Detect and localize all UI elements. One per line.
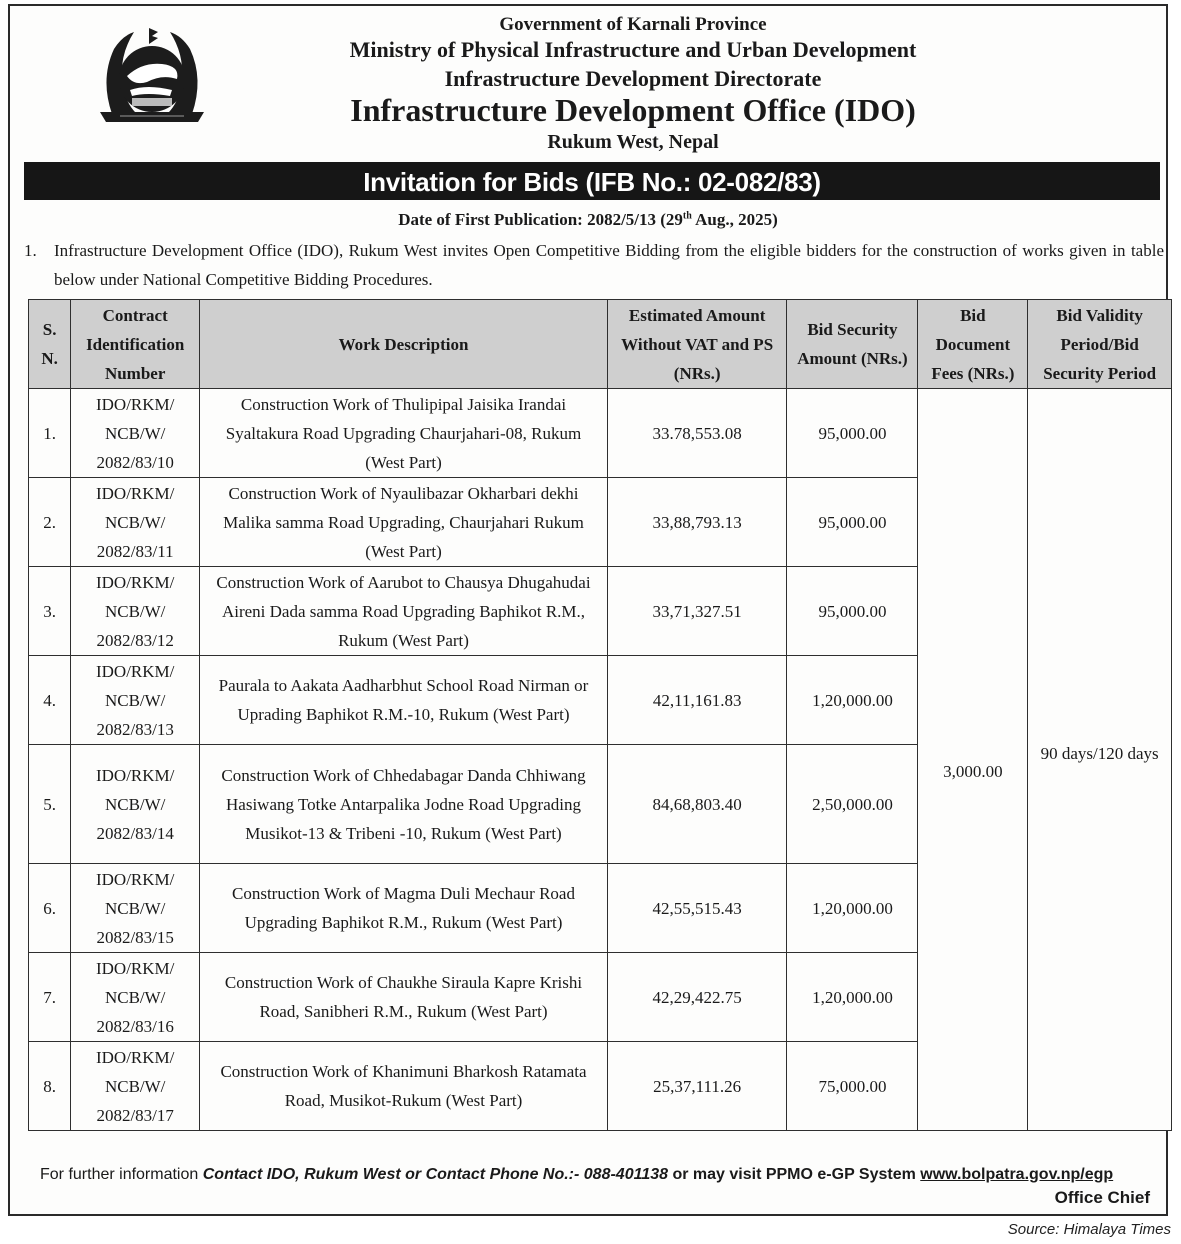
cell-contract-id: IDO/RKM/ NCB/W/ 2082/83/16 (71, 953, 200, 1042)
cell-security: 95,000.00 (787, 567, 918, 656)
office-title: Infrastructure Development Office (IDO) (350, 92, 916, 128)
cell-description: Construction Work of Khanimuni Bharkosh Ratamata Road, Musikot-Rukum (West Part) (200, 1042, 608, 1131)
cell-document-fee: 3,000.00 (918, 389, 1028, 1131)
bid-notice (8, 4, 1168, 1216)
cell-security: 1,20,000.00 (787, 953, 918, 1042)
cell-estimated: 33,71,327.51 (607, 567, 787, 656)
cell-estimated: 84,68,803.40 (607, 745, 787, 864)
cell-contract-id: IDO/RKM/ NCB/W/ 2082/83/11 (71, 478, 200, 567)
cell-description: Construction Work of Magma Duli Mechaur Road Upgrading Baphikot R.M., Rukum (West Part) (200, 864, 608, 953)
source-credit: Source: Himalaya Times (1007, 1221, 1171, 1238)
cell-estimated: 42,55,515.43 (607, 864, 787, 953)
cell-security: 95,000.00 (787, 389, 918, 478)
table-header-row (29, 300, 1172, 389)
cell-description: Construction Work of Aarubot to Chausya Dhugahudai Aireni Dada samma Road Upgrading Baphikot R.M., Rukum (West Part) (200, 567, 608, 656)
cell-estimated: 33,88,793.13 (607, 478, 787, 567)
cell-security: 95,000.00 (787, 478, 918, 567)
egp-link[interactable]: www.bolpatra.gov.np/egp (920, 1166, 1114, 1183)
cell-estimated: 25,37,111.26 (607, 1042, 787, 1131)
cell-estimated: 42,29,422.75 (607, 953, 787, 1042)
header-validity: Bid Validity Period/Bid Security Period (1028, 300, 1172, 389)
office-location: Rukum West, Nepal (547, 131, 719, 153)
header-security: Bid Security Amount (NRs.) (787, 300, 918, 389)
directorate-line: Infrastructure Development Directorate (444, 66, 822, 91)
cell-estimated: 33.78,553.08 (607, 389, 787, 478)
cell-description: Paurala to Aakata Aadharbhut School Road Nirman or Uprading Baphikot R.M.-10, Rukum (West Part) (200, 656, 608, 745)
pubdate-suffix: Aug., 2025) (691, 210, 778, 229)
intro-text: Infrastructure Development Office (IDO), Rukum West invites Open Competitive Bidding from the eligible bidders for the construction of works given in table below under National Competitive Bidding Procedures. (54, 241, 1164, 289)
cell-sn: 3. (29, 567, 71, 656)
cell-sn: 2. (29, 478, 71, 567)
bids-table (28, 299, 1172, 1131)
cell-security: 1,20,000.00 (787, 864, 918, 953)
cell-description: Construction Work of Chhedabagar Danda Chhiwang Hasiwang Totke Antarpalika Jodne Road Upgrading Musikot-13 & Tribeni -10, Rukum (West Part) (200, 745, 608, 864)
signatory: Office Chief (1054, 1188, 1150, 1207)
intro-number: 1. (24, 241, 37, 260)
header-fees: Bid Document Fees (NRs.) (918, 300, 1028, 389)
ifb-banner: Invitation for Bids (IFB No.: 02-082/83) (24, 162, 1160, 200)
cell-sn: 7. (29, 953, 71, 1042)
footer-prefix: For further information (40, 1166, 203, 1183)
cell-sn: 5. (29, 745, 71, 864)
table-row (29, 389, 1172, 478)
cell-security: 1,20,000.00 (787, 656, 918, 745)
cell-contract-id: IDO/RKM/ NCB/W/ 2082/83/12 (71, 567, 200, 656)
cell-sn: 8. (29, 1042, 71, 1131)
cell-contract-id: IDO/RKM/ NCB/W/ 2082/83/15 (71, 864, 200, 953)
header-contract-id: Contract Identification Number (71, 300, 200, 389)
header-sn: S. N. (29, 300, 71, 389)
header-description: Work Description (200, 300, 608, 389)
further-information (40, 1166, 1113, 1184)
cell-contract-id: IDO/RKM/ NCB/W/ 2082/83/13 (71, 656, 200, 745)
cell-security: 2,50,000.00 (787, 745, 918, 864)
pubdate-label: Date of First Publication: 2082/5/13 (29 (398, 210, 683, 229)
cell-description: Construction Work of Nyaulibazar Okharbari dekhi Malika samma Road Upgrading, Chaurjahari Rukum (West Part) (200, 478, 608, 567)
publication-date (10, 210, 1166, 230)
intro-paragraph (24, 236, 1164, 294)
footer-contact: Contact IDO, Rukum West or Contact Phone No.:- 088-401138 (202, 1166, 669, 1183)
cell-security: 75,000.00 (787, 1042, 918, 1131)
cell-description: Construction Work of Thulipipal Jaisika Irandai Syaltakura Road Upgrading Chaurjahari-08, Rukum (West Part) (200, 389, 608, 478)
government-line: Government of Karnali Province (499, 14, 767, 35)
cell-sn: 1. (29, 389, 71, 478)
ministry-line: Ministry of Physical Infrastructure and Urban Development (349, 37, 917, 62)
cell-estimated: 42,11,161.83 (607, 656, 787, 745)
cell-description: Construction Work of Chaukhe Siraula Kapre Krishi Road, Sanibheri R.M., Rukum (West Part) (200, 953, 608, 1042)
header-estimated: Estimated Amount Without VAT and PS (NRs.) (607, 300, 787, 389)
cell-sn: 6. (29, 864, 71, 953)
cell-sn: 4. (29, 656, 71, 745)
cell-contract-id: IDO/RKM/ NCB/W/ 2082/83/17 (71, 1042, 200, 1131)
footer-middle: or may visit PPMO e-GP System (668, 1166, 921, 1183)
cell-contract-id: IDO/RKM/ NCB/W/ 2082/83/10 (71, 389, 200, 478)
cell-contract-id: IDO/RKM/ NCB/W/ 2082/83/14 (71, 745, 200, 864)
cell-validity-period: 90 days/120 days (1028, 389, 1172, 1131)
pubdate-sup: th (682, 210, 692, 222)
